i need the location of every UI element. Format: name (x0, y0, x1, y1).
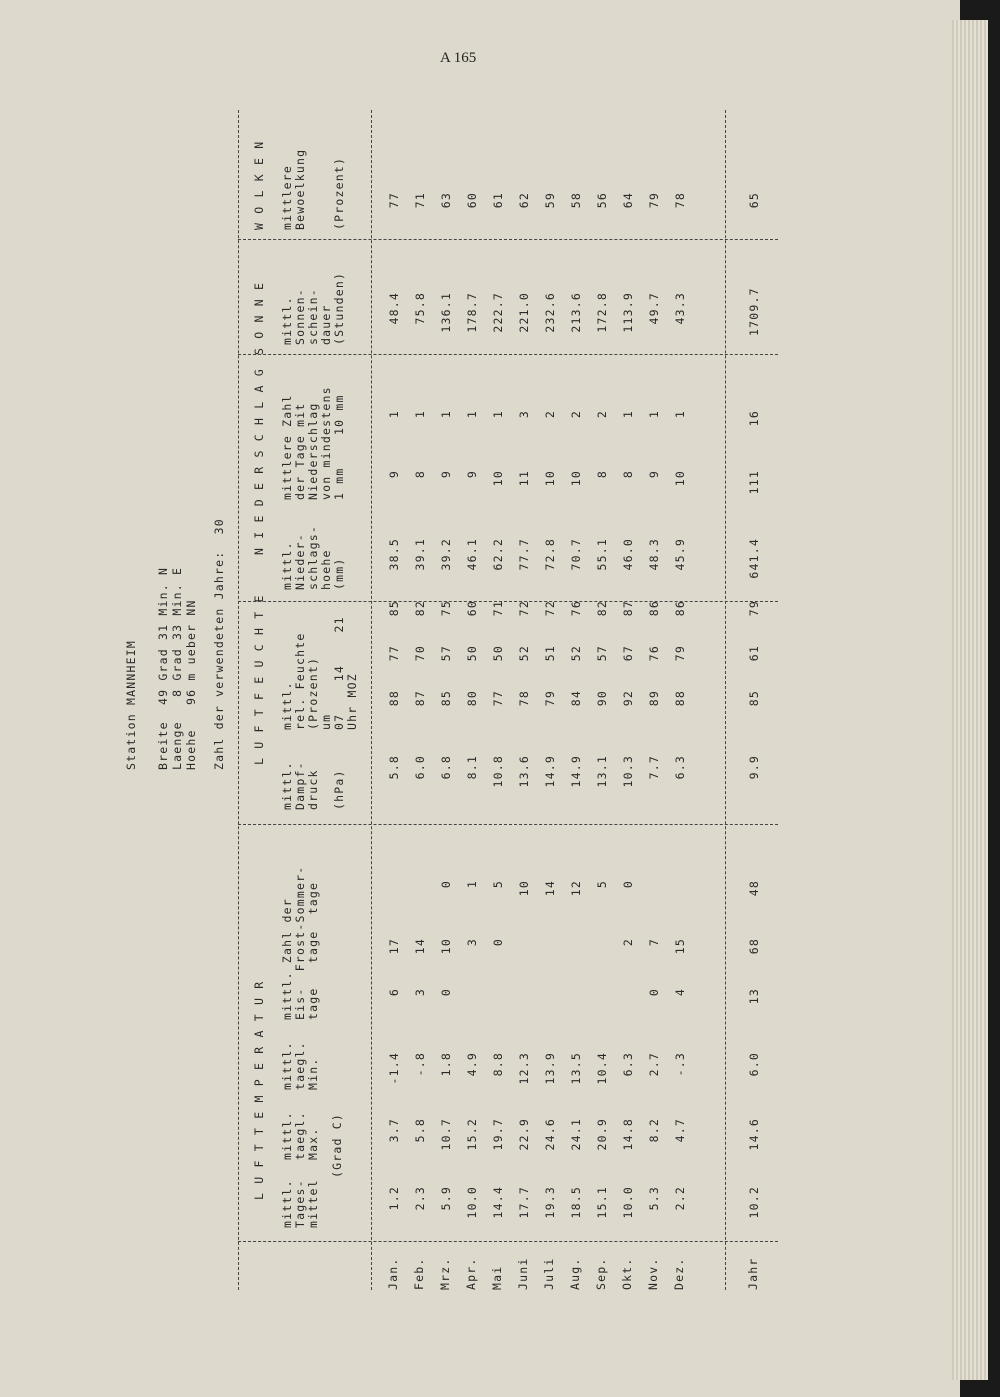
cell-max: 24.6 (543, 1118, 557, 1151)
cell-feuchte-07: 85 (439, 690, 453, 707)
cell-bewoelkung: 71 (413, 192, 427, 209)
cell-feuchte-21: 87 (621, 600, 635, 617)
cell-sommertage: 12 (569, 880, 583, 897)
month-label: Feb. (412, 1257, 426, 1290)
cell-feuchte-07: 88 (387, 690, 401, 707)
cell-min: 8.8 (491, 1052, 505, 1077)
cell-eistage: 0 (647, 988, 661, 997)
cell-dampfdruck: 14.9 (569, 755, 583, 788)
cell-tage-10mm: 1 (465, 410, 479, 419)
cell-tage-10mm: 1 (387, 410, 401, 419)
cell-eistage: 4 (673, 988, 687, 997)
feuchte-separator (238, 601, 778, 602)
cell-feuchte-21: 72 (543, 600, 557, 617)
header-hoehe: mittl. Nieder- schlags- hoehe (mm) (280, 525, 346, 590)
cell-sonnenschein: 1709.7 (747, 287, 761, 336)
cell-sonnenschein: 43.3 (673, 292, 687, 325)
sonne-separator (238, 239, 778, 240)
station-laenge: Laenge 8 Grad 33 Min. E (170, 566, 184, 770)
cell-bewoelkung: 78 (673, 192, 687, 209)
cell-feuchte-07: 77 (491, 690, 505, 707)
header-mittel: mittl. Tages- mittel (280, 1179, 320, 1228)
cell-feuchte-14: 51 (543, 645, 557, 662)
cell-bewoelkung: 61 (491, 192, 505, 209)
cell-eistage: 0 (439, 988, 453, 997)
cell-tage-1mm: 8 (413, 470, 427, 479)
total-rule (725, 110, 726, 1290)
station-jahre: Zahl der verwendeten Jahre: 30 (212, 518, 226, 770)
cell-feuchte-21: 82 (413, 600, 427, 617)
cell-tage-10mm: 1 (673, 410, 687, 419)
cell-sommertage: 14 (543, 880, 557, 897)
group-wolken: W O L K E N (252, 140, 266, 230)
cell-niederschlag: 70.7 (569, 538, 583, 571)
cell-feuchte-14: 57 (439, 645, 453, 662)
cell-tage-1mm: 10 (491, 470, 505, 487)
header-min: mittl. taegl. Min. (280, 1041, 320, 1090)
top-rule (238, 110, 239, 1290)
cell-sonnenschein: 75.8 (413, 292, 427, 325)
group-sonne: S O N N E (252, 281, 266, 355)
cell-sonnenschein: 222.7 (491, 292, 505, 333)
cell-frosttage: 15 (673, 938, 687, 955)
cell-tagesmittel: 2.2 (673, 1186, 687, 1211)
cell-tagesmittel: 19.3 (543, 1186, 557, 1219)
cell-bewoelkung: 59 (543, 192, 557, 209)
station-title: Station MANNHEIM (124, 640, 138, 770)
cell-feuchte-21: 79 (747, 600, 761, 617)
cell-feuchte-21: 86 (673, 600, 687, 617)
group-feuchte: L U F T F E U C H T E (252, 594, 266, 765)
cell-niederschlag: 72.8 (543, 538, 557, 571)
month-label: Juni (516, 1257, 530, 1290)
cell-feuchte-07: 87 (413, 690, 427, 707)
cell-bewoelkung: 64 (621, 192, 635, 209)
month-label: Mai (490, 1265, 504, 1290)
cell-feuchte-07: 89 (647, 690, 661, 707)
cell-niederschlag: 46.1 (465, 538, 479, 571)
month-label: Aug. (568, 1257, 582, 1290)
cell-tagesmittel: 1.2 (387, 1186, 401, 1211)
cell-bewoelkung: 63 (439, 192, 453, 209)
cell-tage-1mm: 10 (569, 470, 583, 487)
cell-dampfdruck: 5.8 (387, 755, 401, 780)
cell-sonnenschein: 178.7 (465, 292, 479, 333)
month-label: Dez. (672, 1257, 686, 1290)
cell-dampfdruck: 6.8 (439, 755, 453, 780)
cell-feuchte-07: 80 (465, 690, 479, 707)
cell-sommertage: 10 (517, 880, 531, 897)
header-rule (371, 110, 372, 1290)
station-breite: Breite 49 Grad 31 Min. N (156, 566, 170, 770)
cell-niederschlag: 62.2 (491, 538, 505, 571)
cell-feuchte-21: 60 (465, 600, 479, 617)
cell-tage-10mm: 1 (647, 410, 661, 419)
cell-eistage: 3 (413, 988, 427, 997)
cell-min: -.3 (673, 1052, 687, 1077)
cell-tage-1mm: 11 (517, 470, 531, 487)
cell-max: 24.1 (569, 1118, 583, 1151)
cell-frosttage: 7 (647, 938, 661, 947)
cell-min: 10.4 (595, 1052, 609, 1085)
header-relf: mittl. rel. Feuchte (Prozent) um 07 14 21 Uhr MOZ (280, 616, 359, 730)
cell-min: 1.8 (439, 1052, 453, 1077)
cell-tagesmittel: 18.5 (569, 1186, 583, 1219)
cell-feuchte-21: 76 (569, 600, 583, 617)
header-nstage: mittlere Zahl der Tage mit Niederschlag von mindestens 1 mm 10 mm (280, 386, 346, 500)
cell-tagesmittel: 10.0 (465, 1186, 479, 1219)
station-hoehe: Hoehe 96 m ueber NN (184, 599, 198, 770)
cell-frosttage: 2 (621, 938, 635, 947)
cell-sommertage: 1 (465, 880, 479, 889)
cell-tage-10mm: 1 (413, 410, 427, 419)
cell-feuchte-07: 90 (595, 690, 609, 707)
climate-table (125, 90, 785, 1290)
cell-feuchte-07: 88 (673, 690, 687, 707)
cell-tage-1mm: 111 (747, 470, 761, 495)
cell-eistage: 6 (387, 988, 401, 997)
cell-tagesmittel: 17.7 (517, 1186, 531, 1219)
cell-max: 15.2 (465, 1118, 479, 1151)
cell-tage-1mm: 8 (621, 470, 635, 479)
cell-feuchte-21: 72 (517, 600, 531, 617)
cell-feuchte-14: 52 (569, 645, 583, 662)
month-label: Mrz. (438, 1257, 452, 1290)
cell-sommertage: 5 (491, 880, 505, 889)
cell-sonnenschein: 172.8 (595, 292, 609, 333)
cell-niederschlag: 45.9 (673, 538, 687, 571)
cell-feuchte-14: 50 (465, 645, 479, 662)
cell-max: 19.7 (491, 1118, 505, 1151)
cell-tage-10mm: 1 (491, 410, 505, 419)
cell-feuchte-07: 84 (569, 690, 583, 707)
cell-bewoelkung: 65 (747, 192, 761, 209)
cell-min: -.8 (413, 1052, 427, 1077)
cell-feuchte-21: 85 (387, 600, 401, 617)
cell-sonnenschein: 48.4 (387, 292, 401, 325)
cell-bewoelkung: 77 (387, 192, 401, 209)
cell-frosttage: 68 (747, 938, 761, 955)
cell-bewoelkung: 56 (595, 192, 609, 209)
cell-feuchte-21: 75 (439, 600, 453, 617)
cell-feuchte-07: 92 (621, 690, 635, 707)
cell-tage-10mm: 2 (543, 410, 557, 419)
cell-feuchte-07: 78 (517, 690, 531, 707)
group-nieder: N I E D E R S C H L A G (252, 368, 266, 555)
month-label: Jan. (386, 1257, 400, 1290)
header-sonne: mittl. Sonnen- schein- dauer (Stunden) (280, 271, 346, 345)
cell-dampfdruck: 14.9 (543, 755, 557, 788)
month-label: Jahr (746, 1257, 760, 1290)
cell-max: 10.7 (439, 1118, 453, 1151)
cell-sommertage: 5 (595, 880, 609, 889)
page-edge (952, 20, 988, 1380)
cell-min: 6.3 (621, 1052, 635, 1077)
cell-niederschlag: 55.1 (595, 538, 609, 571)
cell-tage-10mm: 1 (439, 410, 453, 419)
cell-bewoelkung: 60 (465, 192, 479, 209)
cell-sommertage: 0 (439, 880, 453, 889)
cell-niederschlag: 641.4 (747, 538, 761, 579)
cell-min: -1.4 (387, 1052, 401, 1085)
cell-feuchte-14: 76 (647, 645, 661, 662)
cell-tage-1mm: 9 (387, 470, 401, 479)
cell-tage-10mm: 3 (517, 410, 531, 419)
cell-max: 14.6 (747, 1118, 761, 1151)
cell-dampfdruck: 7.7 (647, 755, 661, 780)
cell-tage-10mm: 2 (595, 410, 609, 419)
cell-dampfdruck: 6.3 (673, 755, 687, 780)
cell-tage-1mm: 8 (595, 470, 609, 479)
month-label: Sep. (594, 1257, 608, 1290)
cell-tage-10mm: 2 (569, 410, 583, 419)
cell-sonnenschein: 49.7 (647, 292, 661, 325)
cell-max: 22.9 (517, 1118, 531, 1151)
cell-tage-10mm: 16 (747, 410, 761, 427)
cell-dampfdruck: 13.1 (595, 755, 609, 788)
cell-eistage: 13 (747, 988, 761, 1005)
cell-min: 6.0 (747, 1052, 761, 1077)
cell-tagesmittel: 5.3 (647, 1186, 661, 1211)
cell-feuchte-21: 71 (491, 600, 505, 617)
cell-sonnenschein: 136.1 (439, 292, 453, 333)
cell-frosttage: 17 (387, 938, 401, 955)
cell-min: 13.5 (569, 1052, 583, 1085)
cell-frosttage: 10 (439, 938, 453, 955)
month-separator (238, 1241, 778, 1242)
cell-sonnenschein: 221.0 (517, 292, 531, 333)
header-max: mittl. taegl. Max. (280, 1111, 320, 1160)
cell-sonnenschein: 232.6 (543, 292, 557, 333)
cell-sonnenschein: 213.6 (569, 292, 583, 333)
cell-min: 4.9 (465, 1052, 479, 1077)
cell-dampfdruck: 6.0 (413, 755, 427, 780)
cell-tagesmittel: 5.9 (439, 1186, 453, 1211)
cell-sonnenschein: 113.9 (621, 292, 635, 333)
month-label: Okt. (620, 1257, 634, 1290)
cell-feuchte-14: 70 (413, 645, 427, 662)
cell-feuchte-14: 57 (595, 645, 609, 662)
cell-bewoelkung: 58 (569, 192, 583, 209)
cell-min: 13.9 (543, 1052, 557, 1085)
cell-max: 5.8 (413, 1118, 427, 1143)
cell-max: 4.7 (673, 1118, 687, 1143)
cell-niederschlag: 46.0 (621, 538, 635, 571)
cell-feuchte-07: 79 (543, 690, 557, 707)
cell-niederschlag: 77.7 (517, 538, 531, 571)
cell-tagesmittel: 10.0 (621, 1186, 635, 1219)
cell-feuchte-14: 79 (673, 645, 687, 662)
month-label: Nov. (646, 1257, 660, 1290)
cell-max: 3.7 (387, 1118, 401, 1143)
header-dampf: mittl. Dampf- druck (hPa) (280, 761, 346, 810)
cell-tage-1mm: 9 (439, 470, 453, 479)
cell-max: 8.2 (647, 1118, 661, 1143)
cell-feuchte-14: 52 (517, 645, 531, 662)
cell-niederschlag: 48.3 (647, 538, 661, 571)
cell-frosttage: 0 (491, 938, 505, 947)
cell-sommertage: 0 (621, 880, 635, 889)
cell-niederschlag: 39.1 (413, 538, 427, 571)
cell-frosttage: 14 (413, 938, 427, 955)
cell-tagesmittel: 15.1 (595, 1186, 609, 1219)
cell-niederschlag: 38.5 (387, 538, 401, 571)
cell-feuchte-14: 67 (621, 645, 635, 662)
header-wolken: mittlere Bewoelkung (Prozent) (280, 148, 346, 230)
cell-dampfdruck: 8.1 (465, 755, 479, 780)
cell-niederschlag: 39.2 (439, 538, 453, 571)
cell-min: 12.3 (517, 1052, 531, 1085)
nieder-separator (238, 354, 778, 355)
cell-max: 14.8 (621, 1118, 635, 1151)
cell-feuchte-14: 50 (491, 645, 505, 662)
cell-min: 2.7 (647, 1052, 661, 1077)
cell-dampfdruck: 10.8 (491, 755, 505, 788)
cell-bewoelkung: 79 (647, 192, 661, 209)
cell-tage-10mm: 1 (621, 410, 635, 419)
cell-tage-1mm: 9 (647, 470, 661, 479)
cell-feuchte-21: 82 (595, 600, 609, 617)
cell-dampfdruck: 13.6 (517, 755, 531, 788)
group-temp: L U F T T E M P E R A T U R (252, 980, 266, 1200)
cell-sommertage: 48 (747, 880, 761, 897)
cell-feuchte-14: 61 (747, 645, 761, 662)
cell-feuchte-21: 86 (647, 600, 661, 617)
cell-tagesmittel: 2.3 (413, 1186, 427, 1211)
cell-tage-1mm: 10 (673, 470, 687, 487)
cell-dampfdruck: 10.3 (621, 755, 635, 788)
cell-bewoelkung: 62 (517, 192, 531, 209)
page-number: A 165 (440, 50, 477, 66)
cell-tagesmittel: 14.4 (491, 1186, 505, 1219)
month-label: Juli (542, 1257, 556, 1290)
cell-max: 20.9 (595, 1118, 609, 1151)
header-tage: mittl. Zahl der Eis- Frost-Sommer- tage tage tage (280, 865, 320, 1020)
cell-dampfdruck: 9.9 (747, 755, 761, 780)
cell-tagesmittel: 10.2 (747, 1186, 761, 1219)
cell-feuchte-07: 85 (747, 690, 761, 707)
cell-feuchte-14: 77 (387, 645, 401, 662)
cell-tage-1mm: 9 (465, 470, 479, 479)
cell-frosttage: 3 (465, 938, 479, 947)
cell-tage-1mm: 10 (543, 470, 557, 487)
header-gradc: (Grad C) (330, 1113, 344, 1178)
temp-separator (238, 824, 778, 825)
month-label: Apr. (464, 1257, 478, 1290)
